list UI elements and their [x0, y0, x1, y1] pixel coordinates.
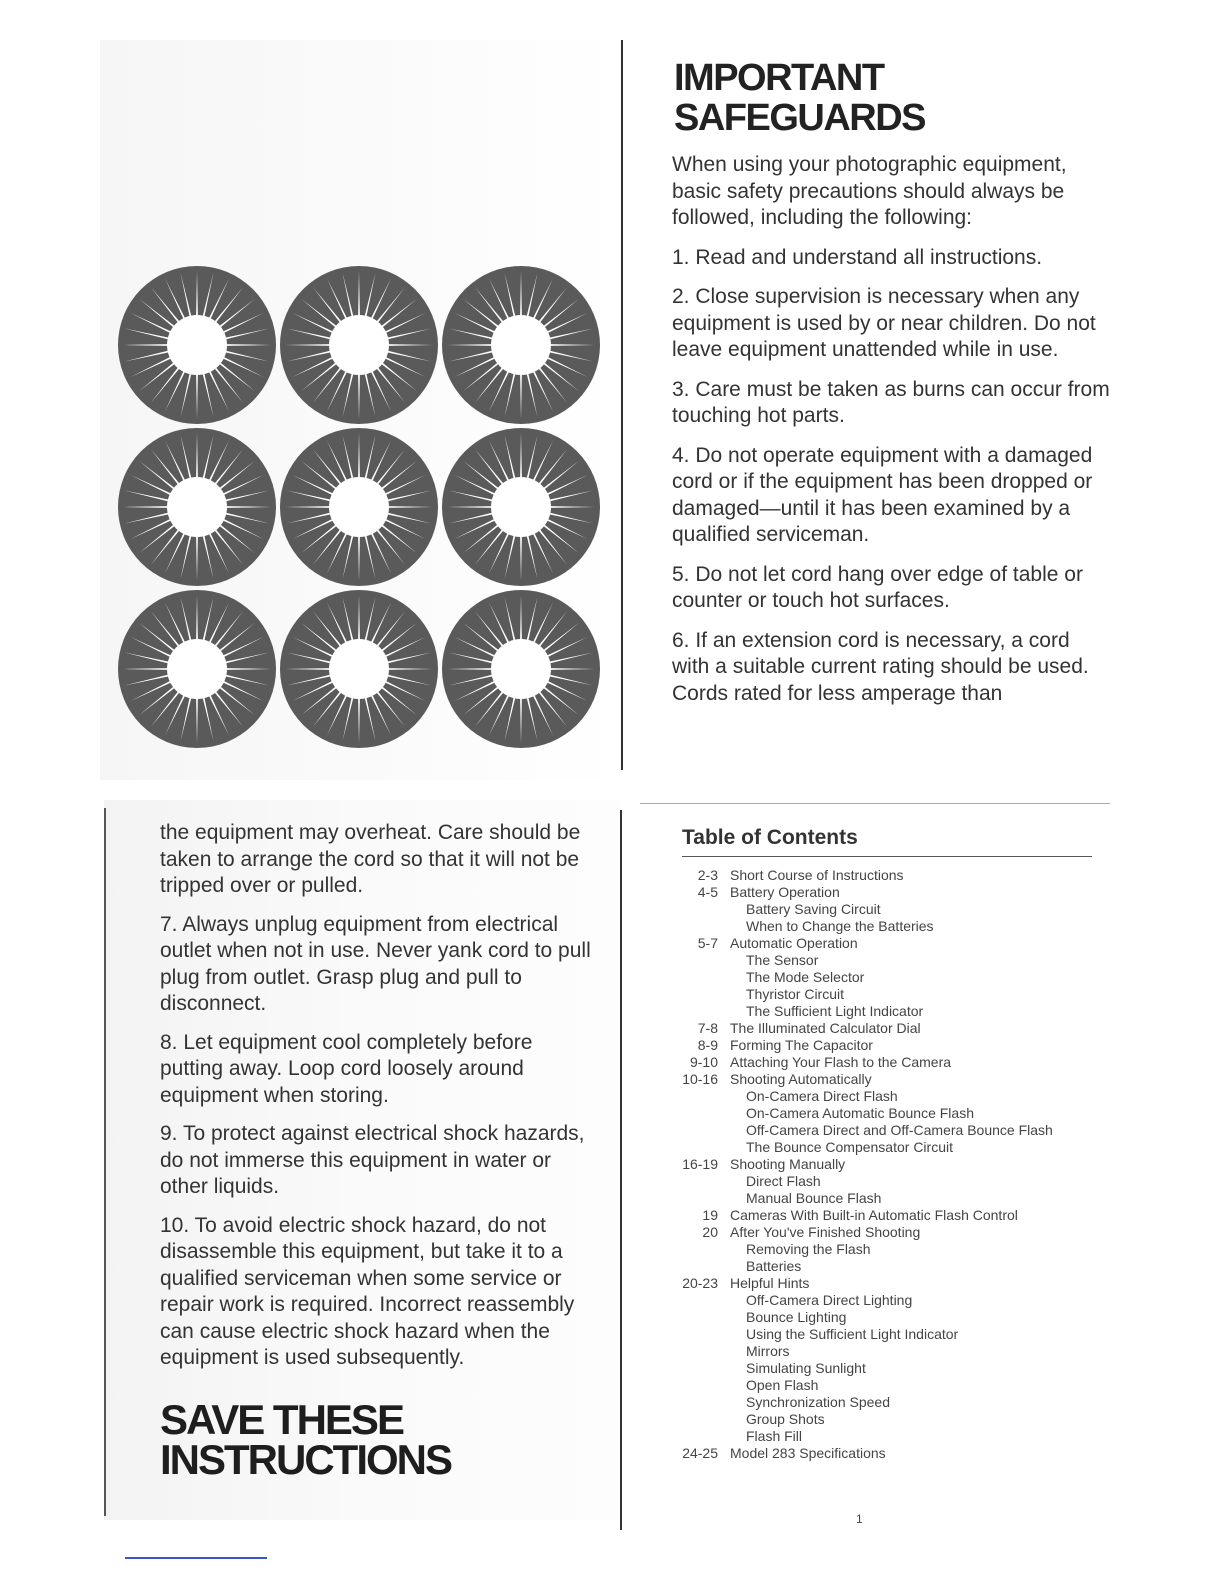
- fold-line-top: [621, 40, 623, 770]
- toc-page-range: [668, 952, 730, 969]
- fold-line-bottom: [620, 810, 622, 1530]
- toc-entry-label: Synchronization Speed: [746, 1394, 890, 1410]
- toc-page-range: [668, 1309, 730, 1326]
- toc-entry: [668, 1156, 1098, 1173]
- page-edge-left: [104, 808, 106, 1516]
- toc-page-range: 9-10: [689, 1054, 718, 1070]
- starburst-icon: [118, 590, 276, 748]
- toc-entry-label: Bounce Lighting: [746, 1309, 847, 1325]
- toc-page-range: [668, 986, 730, 1003]
- toc-entry-label: Flash Fill: [746, 1428, 803, 1444]
- safeguards-continued-panel: [160, 820, 600, 1483]
- toc-entry-label: Shooting Manually: [730, 1156, 846, 1172]
- toc-entry: [668, 986, 1098, 1003]
- toc-page-range: 5-7: [697, 935, 718, 951]
- toc-entry-label: Helpful Hints: [730, 1275, 810, 1291]
- safeguard-item: 8. Let equipment cool completely before putting away. Loop cord loosely around equipment when storing.: [160, 1030, 533, 1107]
- toc-page-range: 19: [702, 1207, 718, 1223]
- safeguard-item: 5. Do not let cord hang over edge of table or counter or touch hot surfaces.: [672, 562, 1083, 612]
- safeguard-item: 7. Always unplug equipment from electrical outlet when not in use. Never yank cord to pull plug from outlet. Grasp plug and pull to disconnect.: [160, 912, 591, 1015]
- safeguard-item: 2. Close supervision is necessary when any equipment is used by or near children. Do not leave equipment unattended while in use.: [672, 285, 1096, 361]
- toc-entry: [668, 884, 1098, 901]
- toc-page-range: [668, 1003, 730, 1020]
- starburst-icon: [442, 590, 600, 748]
- toc-entry: [668, 1377, 1098, 1394]
- toc-entry: [668, 1003, 1098, 1020]
- toc-entry-label: Direct Flash: [746, 1173, 821, 1189]
- toc-entry-label: Shooting Automatically: [730, 1071, 872, 1087]
- toc-page-range: [668, 1139, 730, 1156]
- toc-page-range: 7-8: [697, 1020, 718, 1036]
- toc-page-range: [668, 1241, 730, 1258]
- safeguard-item: 3. Care must be taken as burns can occur from touching hot parts.: [672, 377, 1110, 427]
- toc-title: Table of Contents: [682, 826, 1092, 857]
- toc-entry: [668, 1105, 1098, 1122]
- toc-entry: [668, 1445, 1098, 1462]
- toc-entry: [668, 1394, 1098, 1411]
- toc-entry-label: Simulating Sunlight: [746, 1360, 866, 1376]
- toc-entry: [668, 1139, 1098, 1156]
- toc-page-range: [668, 1088, 730, 1105]
- toc-page-range: [668, 901, 730, 918]
- safeguard-item: the equipment may overheat. Care should be taken to arrange the cord so that it will not be tripped over or pulled.: [160, 821, 581, 897]
- toc-entry-label: On-Camera Automatic Bounce Flash: [746, 1105, 974, 1121]
- toc-page-range: 4-5: [697, 884, 718, 900]
- toc-entry-label: The Illuminated Calculator Dial: [730, 1020, 921, 1036]
- toc-entry-label: Cameras With Built-in Automatic Flash Control: [730, 1207, 1018, 1223]
- toc-entry: [668, 1326, 1098, 1343]
- toc-entry-label: Group Shots: [746, 1411, 825, 1427]
- toc-entry: [668, 1411, 1098, 1428]
- safeguards-title-text: IMPORTANT SAFEGUARDS: [674, 57, 926, 139]
- toc-entry-label: Off-Camera Direct Lighting: [746, 1292, 913, 1308]
- toc-entry: [668, 1037, 1098, 1054]
- toc-entry: [668, 1020, 1098, 1037]
- safeguard-item: 10. To avoid electric shock hazard, do not disassemble this equipment, but take it to a qualified serviceman when some service or repair work is required. Incorrect reassembly can cause electric shock hazard when the equipment is used subsequently.: [160, 1213, 575, 1369]
- toc-entry: [668, 1292, 1098, 1309]
- toc-entry-label: The Sufficient Light Indicator: [746, 1003, 924, 1019]
- toc-entry: [668, 1275, 1098, 1292]
- toc-page-range: [668, 1343, 730, 1360]
- starburst-icon: [442, 428, 600, 586]
- toc-entry: [668, 969, 1098, 986]
- toc-list: [668, 867, 1098, 1462]
- toc-page-range: [668, 1394, 730, 1411]
- starburst-icon: [118, 428, 276, 586]
- toc-page-range: [668, 1377, 730, 1394]
- toc-entry-label: Short Course of Instructions: [730, 867, 904, 883]
- toc-entry: [668, 1360, 1098, 1377]
- toc-entry-label: When to Change the Batteries: [746, 918, 934, 934]
- save-line-1: SAVE THESE: [160, 1395, 403, 1443]
- toc-entry-label: Manual Bounce Flash: [746, 1190, 882, 1206]
- toc-entry-label: The Sensor: [746, 952, 819, 968]
- underline-mark: [125, 1557, 267, 1559]
- toc-page-range: [668, 969, 730, 986]
- save-line-2: INSTRUCTIONS: [160, 1435, 451, 1483]
- toc-entry: [668, 1309, 1098, 1326]
- toc-entry: [668, 1071, 1098, 1088]
- safeguard-item: 4. Do not operate equipment with a damaged cord or if the equipment has been dropped or damaged—until it has been examined by a qualified serviceman.: [672, 443, 1093, 546]
- toc-entry: [668, 901, 1098, 918]
- toc-entry: [668, 1224, 1098, 1241]
- toc-entry-label: Forming The Capacitor: [730, 1037, 873, 1053]
- toc-page-range: 2-3: [697, 867, 718, 883]
- toc-entry-label: The Mode Selector: [746, 969, 865, 985]
- safeguard-item: 9. To protect against electrical shock hazards, do not immerse this equipment in water or other liquids.: [160, 1122, 585, 1198]
- toc-entry: [668, 952, 1098, 969]
- safeguards-intro: When using your photographic equipment, basic safety precautions should always be followed, including the following:: [672, 153, 1067, 229]
- toc-entry-label: Battery Saving Circuit: [746, 901, 881, 917]
- toc-page-range: [668, 1190, 730, 1207]
- toc-entry: [668, 1054, 1098, 1071]
- toc-page-range: 16-19: [682, 1156, 718, 1172]
- toc-entry-label: Attaching Your Flash to the Camera: [730, 1054, 952, 1070]
- toc-entry: [668, 867, 1098, 884]
- toc-entry-label: After You've Finished Shooting: [730, 1224, 921, 1240]
- toc-page-range: 8-9: [697, 1037, 718, 1053]
- toc-page-range: [668, 1105, 730, 1122]
- toc-page-range: 10-16: [682, 1071, 718, 1087]
- toc-page-range: [668, 1173, 730, 1190]
- table-of-contents: [668, 826, 1098, 1462]
- toc-page-range: 24-25: [682, 1445, 718, 1461]
- toc-entry-label: Using the Sufficient Light Indicator: [746, 1326, 959, 1342]
- toc-entry: [668, 1088, 1098, 1105]
- toc-entry: [668, 1190, 1098, 1207]
- safeguard-item: 6. If an extension cord is necessary, a cord with a suitable current rating should be used. Cords rated for less amperage than: [672, 628, 1089, 705]
- toc-entry-label: Automatic Operation: [730, 935, 858, 951]
- page-edge-top: [640, 803, 1110, 804]
- toc-entry: [668, 1343, 1098, 1360]
- toc-page-range: [668, 1411, 730, 1428]
- page-number: 1: [856, 1512, 863, 1526]
- toc-entry: [668, 1122, 1098, 1139]
- toc-entry-label: Mirrors: [746, 1343, 790, 1359]
- toc-page-range: 20: [702, 1224, 718, 1240]
- toc-page-range: [668, 918, 730, 935]
- toc-entry-label: The Bounce Compensator Circuit: [746, 1139, 953, 1155]
- safeguards-title: [674, 58, 1112, 138]
- starburst-icon: [280, 428, 438, 586]
- starburst-icon: [280, 266, 438, 424]
- toc-entry: [668, 1428, 1098, 1445]
- toc-page-range: [668, 1122, 730, 1139]
- toc-page-range: [668, 1258, 730, 1275]
- toc-entry-label: Batteries: [746, 1258, 802, 1274]
- safeguard-item: 1. Read and understand all instructions.: [672, 245, 1043, 269]
- starburst-icon: [442, 266, 600, 424]
- toc-entry-label: Open Flash: [746, 1377, 819, 1393]
- toc-entry-label: Thyristor Circuit: [746, 986, 845, 1002]
- toc-entry-label: Removing the Flash: [746, 1241, 871, 1257]
- starburst-icon: [280, 590, 438, 748]
- toc-entry: [668, 1258, 1098, 1275]
- toc-entry: [668, 935, 1098, 952]
- toc-entry: [668, 1241, 1098, 1258]
- toc-page-range: [668, 1292, 730, 1309]
- toc-page-range: 20-23: [682, 1275, 718, 1291]
- starburst-icon: [118, 266, 276, 424]
- toc-entry: [668, 1207, 1098, 1224]
- starburst-pattern: [116, 264, 601, 749]
- toc-page-range: [668, 1326, 730, 1343]
- save-instructions-heading: [160, 1395, 600, 1483]
- safeguards-panel: [672, 58, 1112, 720]
- toc-entry-label: Off-Camera Direct and Off-Camera Bounce Flash: [746, 1122, 1053, 1138]
- toc-entry-label: On-Camera Direct Flash: [746, 1088, 898, 1104]
- toc-page-range: [668, 1360, 730, 1377]
- toc-entry-label: Model 283 Specifications: [730, 1445, 886, 1461]
- toc-entry: [668, 918, 1098, 935]
- toc-entry-label: Battery Operation: [730, 884, 840, 900]
- toc-page-range: [668, 1428, 730, 1445]
- toc-entry: [668, 1173, 1098, 1190]
